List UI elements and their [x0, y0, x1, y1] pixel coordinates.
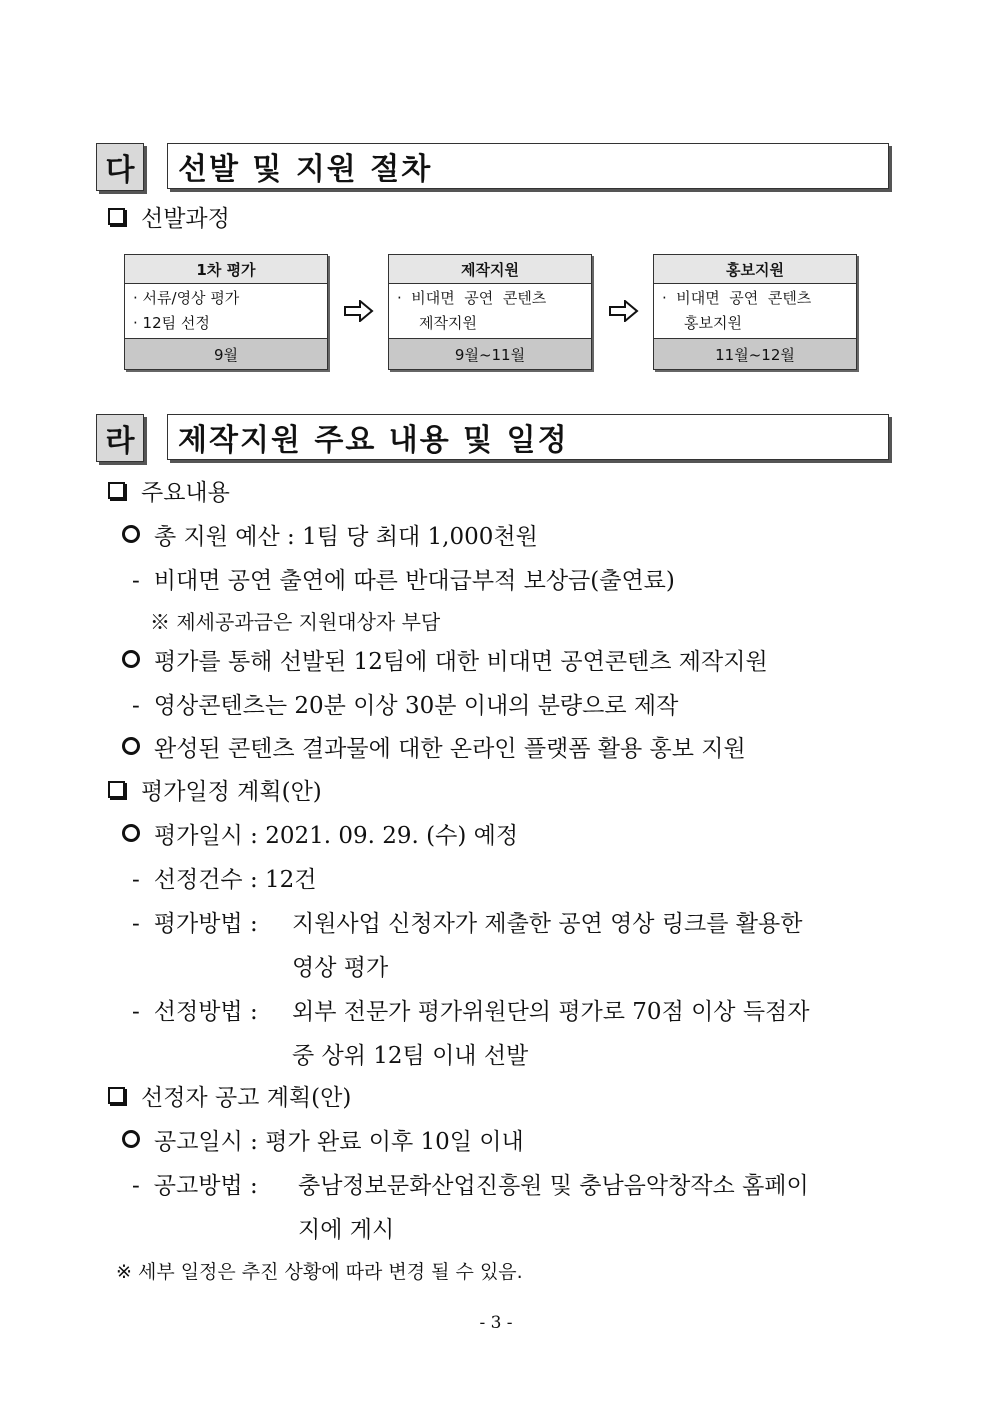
announcement-method-label: 공고방법 :	[153, 1173, 258, 1199]
flow-step-1-period: 9월	[125, 338, 327, 369]
schedule-footnote: ※ 세부 일정은 추진 상황에 따라 변경 될 수 있음.	[116, 1261, 523, 1283]
circle-bullet-icon	[122, 824, 140, 842]
square-bullet-icon	[108, 208, 125, 225]
evaluation-label: 평가일정 계획(안)	[141, 779, 322, 805]
flow-step-3-line1: · 비대면 공연 콘텐츠	[662, 289, 812, 307]
main-content-heading	[108, 478, 230, 508]
budget-text: 총 지원 예산 : 1팀 당 최대 1,000천원	[154, 524, 538, 550]
circle-bullet-icon	[122, 525, 140, 543]
budget-sub-text: 비대면 공연 출연에 따른 반대급부적 보상금(출연료)	[153, 568, 675, 594]
section-title-c: 선발 및 지원 절차	[167, 143, 889, 189]
selection-process-label: 선발과정	[141, 206, 230, 232]
circle-bullet-icon	[122, 650, 140, 668]
announcement-heading	[108, 1083, 351, 1113]
flow-step-2-header: 제작지원	[389, 255, 591, 284]
selection-count	[132, 865, 317, 895]
flow-step-3-body	[654, 284, 856, 338]
budget-sub-item	[132, 566, 675, 596]
production-item	[122, 647, 768, 677]
selection-count-text: 선정건수 : 12건	[153, 867, 317, 893]
selection-process-heading	[108, 204, 230, 234]
square-bullet-icon	[108, 1087, 125, 1104]
announcement-method-line1: 충남정보문화산업진흥원 및 충남음악창작소 홈페이	[298, 1173, 809, 1199]
flow-step-3	[653, 254, 857, 370]
budget-item	[122, 522, 538, 552]
square-bullet-icon	[108, 482, 125, 499]
flow-step-2-line2: 제작지원	[419, 314, 477, 332]
promotion-item	[122, 734, 746, 764]
dash-bullet: -	[132, 568, 140, 594]
production-sub-item	[132, 691, 678, 721]
promotion-text: 완성된 콘텐츠 결과물에 대한 온라인 플랫폼 활용 홍보 지원	[154, 736, 746, 762]
circle-bullet-icon	[122, 1130, 140, 1148]
flow-step-1-line2: · 12팀 선정	[133, 314, 210, 332]
evaluation-method	[132, 909, 258, 939]
dash-bullet: -	[132, 867, 140, 893]
flow-step-2-period: 9월~11월	[389, 338, 591, 369]
flow-step-1	[124, 254, 328, 370]
right-arrow-icon	[344, 300, 374, 322]
dash-bullet: -	[132, 1173, 140, 1199]
production-sub-text: 영상콘텐츠는 20분 이상 30분 이내의 분량으로 제작	[153, 693, 679, 719]
flow-step-3-period: 11월~12월	[654, 338, 856, 369]
selection-method-line1: 외부 전문가 평가위원단의 평가로 70점 이상 득점자	[292, 999, 810, 1025]
production-text: 평가를 통해 선발된 12팀에 대한 비대면 공연콘텐츠 제작지원	[154, 649, 768, 675]
flow-step-1-header: 1차 평가	[125, 255, 327, 284]
selection-method	[132, 997, 258, 1027]
flow-step-2	[388, 254, 592, 370]
evaluation-heading	[108, 777, 322, 807]
circle-bullet-icon	[122, 737, 140, 755]
page-number: - 3 -	[479, 1313, 513, 1333]
square-bullet-icon	[108, 781, 125, 798]
evaluation-method-line1: 지원사업 신청자가 제출한 공연 영상 링크를 활용한	[292, 911, 803, 937]
evaluation-method-line2: 영상 평가	[292, 955, 389, 981]
flow-step-1-body	[125, 284, 327, 338]
flow-step-2-line1: · 비대면 공연 콘텐츠	[397, 289, 547, 307]
announcement-method-line2: 지에 게시	[298, 1217, 395, 1243]
evaluation-date	[122, 821, 518, 851]
section-title-d: 제작지원 주요 내용 및 일정	[167, 414, 889, 460]
announcement-label: 선정자 공고 계획(안)	[141, 1085, 352, 1111]
flow-step-3-header: 홍보지원	[654, 255, 856, 284]
main-content-label: 주요내용	[141, 480, 230, 506]
dash-bullet: -	[132, 911, 140, 937]
evaluation-method-label: 평가방법 :	[153, 911, 258, 937]
tax-note: ※ 제세공과금은 지원대상자 부담	[150, 610, 441, 634]
announcement-method	[132, 1171, 258, 1201]
flow-step-3-line2: 홍보지원	[684, 314, 742, 332]
section-letter-d: 라	[96, 414, 144, 462]
announcement-date	[122, 1127, 524, 1157]
dash-bullet: -	[132, 693, 140, 719]
dash-bullet: -	[132, 999, 140, 1025]
flow-step-2-body	[389, 284, 591, 338]
announcement-date-text: 공고일시 : 평가 완료 이후 10일 이내	[154, 1129, 524, 1155]
selection-method-line2: 중 상위 12팀 이내 선발	[292, 1043, 529, 1069]
right-arrow-icon	[609, 300, 639, 322]
evaluation-date-text: 평가일시 : 2021. 09. 29. (수) 예정	[154, 823, 519, 849]
section-letter-c: 다	[96, 143, 144, 191]
flow-step-1-line1: · 서류/영상 평가	[133, 289, 240, 307]
selection-method-label: 선정방법 :	[153, 999, 258, 1025]
